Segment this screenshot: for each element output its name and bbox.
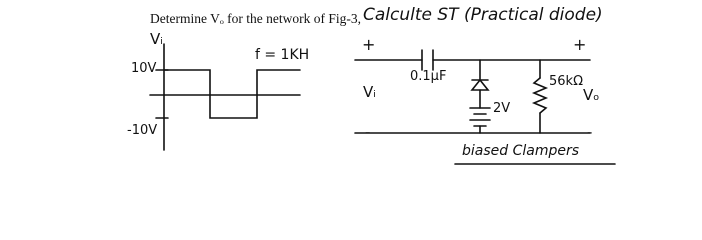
- input-minus-sign: -: [365, 123, 371, 141]
- question-printed-text: Determine Vₒ for the network of Fig-3,: [150, 11, 361, 26]
- output-plus-sign: +: [573, 35, 587, 54]
- capacitor-value-label: 0.1µF: [410, 69, 447, 84]
- waveform-y-axis-label: Vᵢ: [150, 30, 163, 48]
- diode-symbol: [472, 80, 488, 90]
- waveform-high-level-label: 10V: [131, 61, 157, 76]
- input-voltage-label: Vᵢ: [363, 83, 376, 101]
- resistor-zigzag: [534, 78, 546, 113]
- question-handwritten-note: Calculte ST (Practical diode): [363, 5, 603, 25]
- frequency-label: f = 1KH: [255, 47, 310, 63]
- input-plus-sign: +: [362, 35, 376, 54]
- output-minus-sign: -: [587, 123, 593, 141]
- output-voltage-label: Vₒ: [583, 86, 600, 104]
- battery-value-label: 2V: [493, 101, 511, 116]
- waveform-low-level-label: -10V: [127, 123, 158, 138]
- figure-caption: biased Clampers: [462, 143, 580, 159]
- resistor-value-label: 56kΩ: [549, 74, 584, 89]
- square-wave: [164, 70, 300, 118]
